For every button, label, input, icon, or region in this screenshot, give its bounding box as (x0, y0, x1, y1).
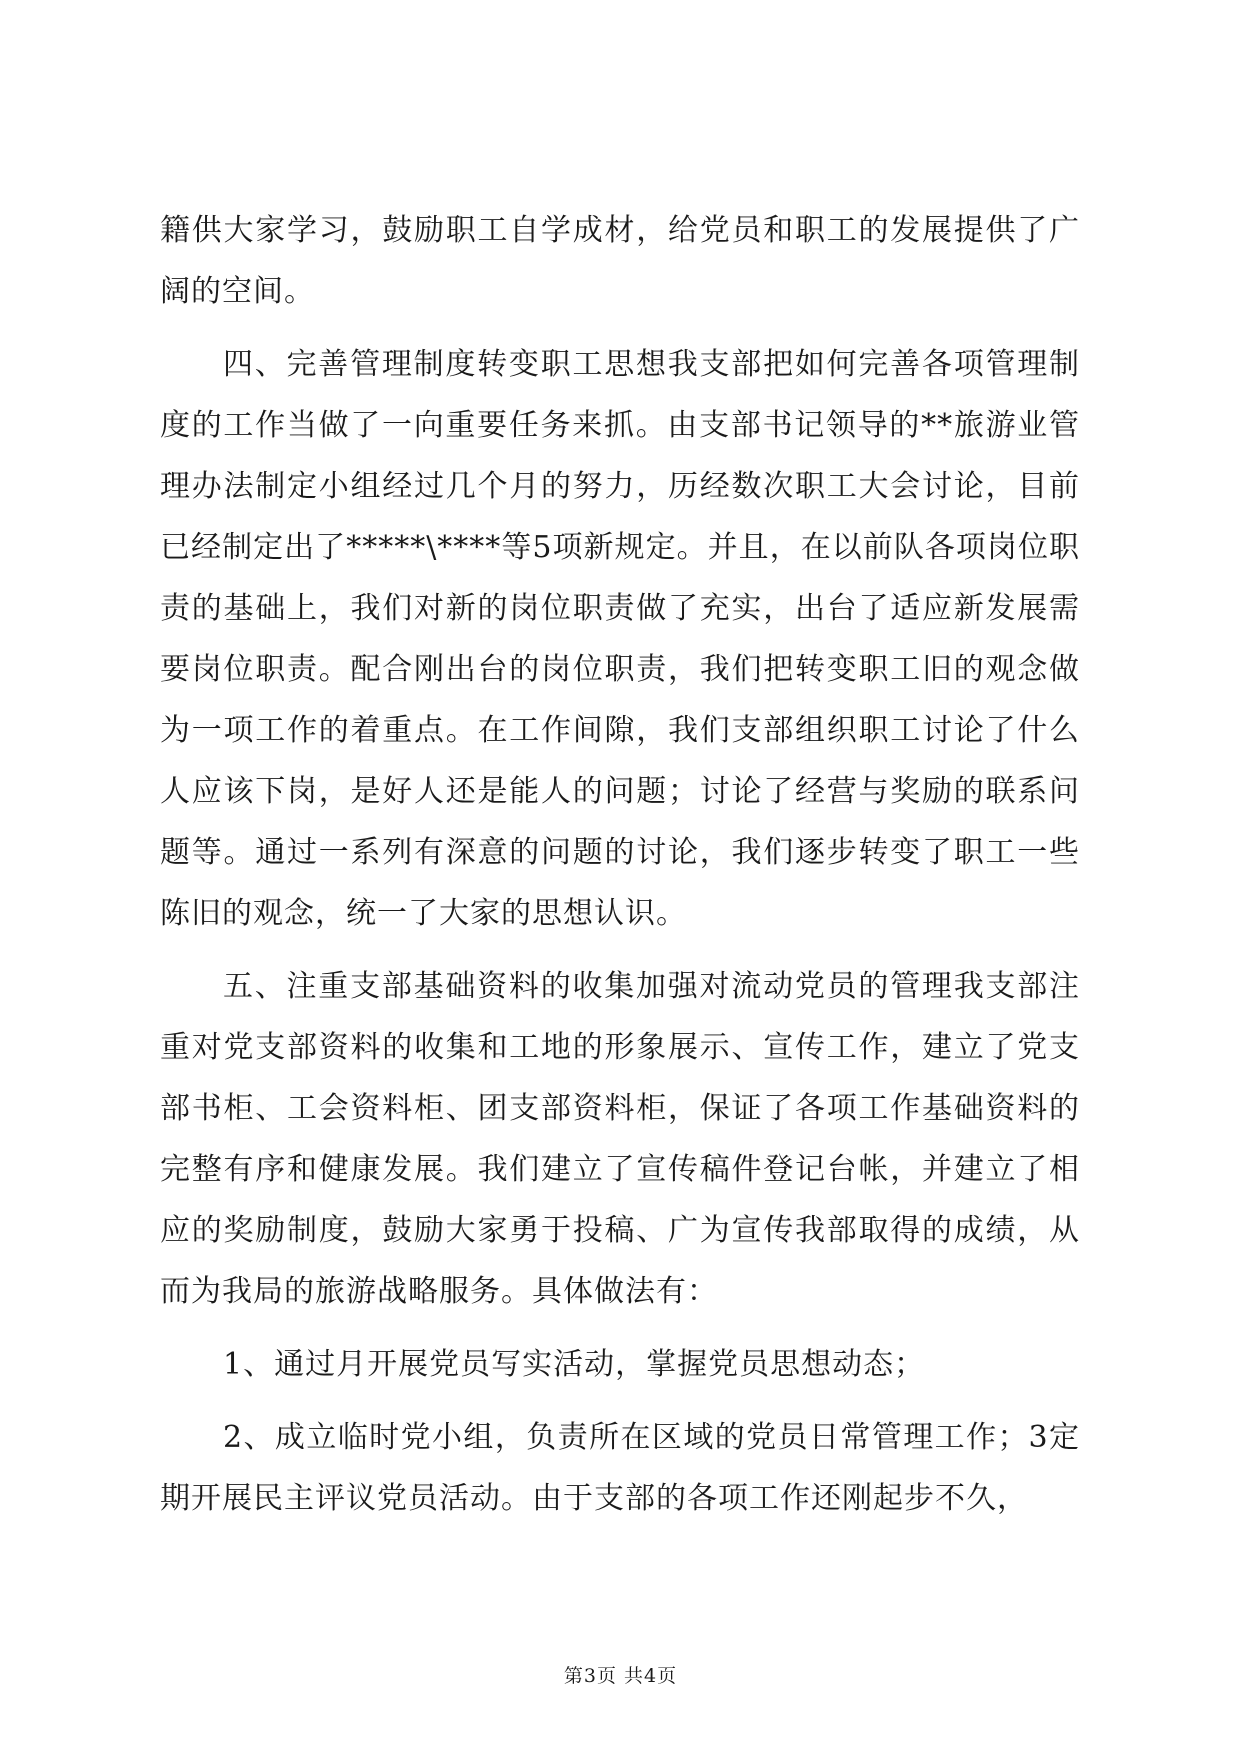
page-number-footer: 第3页 共4页 (563, 1665, 678, 1687)
paragraph-item-one: 1、通过月开展党员写实活动，掌握党员思想动态； (223, 1347, 926, 1382)
document-body (160, 200, 1080, 1541)
paragraph-section-four: 四、完善管理制度转变职工思想我支部把如何完善各项管理制度的工作当做了一向重要任务来抓。由支部书记领导的**旅游业管理办法制定小组经过几个月的努力，历经数次职工大会讨论，目前已经制定出了*****\****等5项新规定。并且，在以前队各项岗位职责的基础上，我们对新的岗位职责做了充实，出台了适应新发展需要岗位职责。配合刚出台的岗位职责，我们把转变职工旧的观念做为一项工作的着重点。在工作间隙，我们支部组织职工讨论了什么人应该下岗，是好人还是能人的问题；讨论了经营与奖励的联系问题等。通过一系列有深意的问题的讨论，我们逐步转变了职工一些陈旧的观念，统一了大家的思想认识。 (160, 347, 1080, 931)
paragraph-section-five: 五、注重支部基础资料的收集加强对流动党员的管理我支部注重对党支部资料的收集和工地的形象展示、宣传工作，建立了党支部书柜、工会资料柜、团支部资料柜，保证了各项工作基础资料的完整有序和健康发展。我们建立了宣传稿件登记台帐，并建立了相应的奖励制度，鼓励大家勇于投稿、广为宣传我部取得的成绩，从而为我局的旅游战略服务。具体做法有： (160, 969, 1080, 1309)
paragraph-item-two: 2、成立临时党小组，负责所在区域的党员日常管理工作；3定期开展民主评议党员活动。由于支部的各项工作还刚起步不久， (160, 1420, 1080, 1516)
paragraph-continuation: 籍供大家学习，鼓励职工自学成材，给党员和职工的发展提供了广阔的空间。 (160, 213, 1080, 309)
